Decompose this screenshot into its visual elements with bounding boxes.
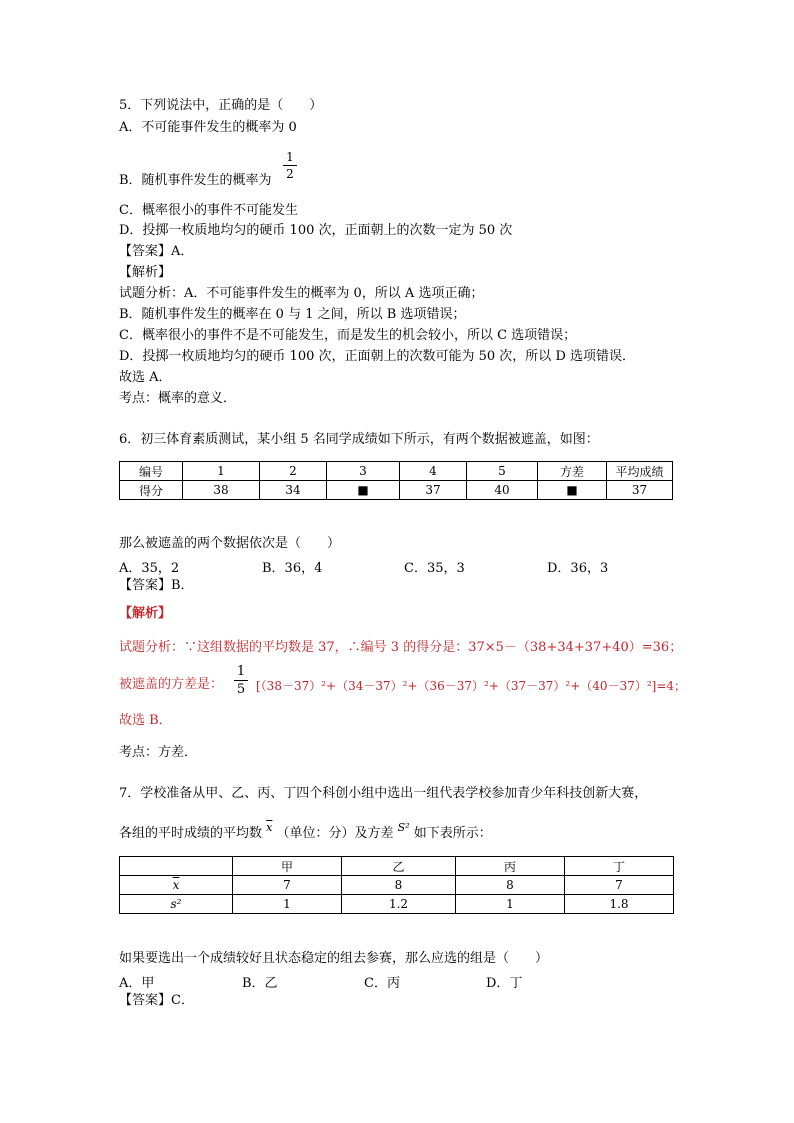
q7-header-cell: 乙 — [342, 857, 456, 876]
q7-variance-cell: 1 — [233, 895, 342, 914]
q6-score-cell: 37 — [400, 481, 467, 500]
q6-answer: 【答案】B． — [119, 578, 194, 593]
q7-header-cell: 丙 — [456, 857, 565, 876]
q7-table-header-row — [120, 857, 674, 876]
q6-score-cell: 40 — [467, 481, 538, 500]
q5-fraction — [283, 150, 297, 181]
q6-score-cell: ■ — [327, 481, 400, 500]
q5-analysis-line-1: 试题分析：A．不可能事件发生的概率为 0，所以 A 选项正确； — [119, 286, 484, 301]
q6-header-cell: 编号 — [120, 462, 183, 481]
q5-fraction-numerator: 1 — [286, 150, 294, 164]
q5-stem: 5．下列说法中，正确的是（ ） — [119, 98, 323, 113]
q5-answer: 【答案】A． — [119, 244, 194, 259]
q5-analysis-line-2: B．随机事件发生的概率在 0 与 1 之间，所以 B 选项错误； — [119, 307, 466, 322]
q6-score-cell: 38 — [183, 481, 260, 500]
q6-fraction-bar — [234, 680, 248, 681]
q6-analysis-title: 【解析】 — [119, 606, 172, 621]
q6-point: 考点：方差． — [119, 745, 198, 760]
q6-header-cell: 2 — [260, 462, 327, 481]
q5-option-a: A．不可能事件发生的概率为 0 — [119, 120, 297, 135]
q6-fraction-numerator: 1 — [236, 664, 246, 679]
q6-score-cell: ■ — [538, 481, 607, 500]
q6-option-a: A．35，2 — [119, 561, 180, 576]
q7-variance-cell: 1 — [456, 895, 565, 914]
q5-choice: 故选 A． — [119, 370, 172, 385]
q7-stem-line-1: 7．学校准备从甲、乙、丙、丁四个科创小组中选出一组代表学校参加青少年科技创新大赛， — [119, 786, 648, 801]
q7-mean-cell: 8 — [456, 876, 565, 895]
q7-stem-part-3: 如下表所示： — [413, 826, 492, 841]
q6-table-score-row — [120, 481, 673, 500]
q6-score-cell: 37 — [607, 481, 673, 500]
q6-fraction — [234, 664, 248, 697]
q6-option-b: B．36，4 — [262, 561, 323, 576]
q5-fraction-denominator: 2 — [286, 167, 294, 181]
q7-table-mean-row — [120, 876, 674, 895]
q6-header-cell: 方差 — [538, 462, 607, 481]
q6-header-cell: 1 — [183, 462, 260, 481]
q7-option-d: D．丁 — [486, 976, 523, 991]
q6-analysis-line-1: 试题分析：∵这组数据的平均数是 37，∴编号 3 的得分是：37×5－（38+34+37+40）=36； — [119, 640, 683, 655]
q6-stem: 6．初三体育素质测试，某小组 5 名同学成绩如下所示，有两个数据被遮盖，如图： — [119, 432, 599, 447]
q7-mean-cell: 7 — [565, 876, 674, 895]
q5-analysis-line-4: D．投掷一枚质地均匀的硬币 100 次，正面朝上的次数可能为 50 次，所以 D 选项错误． — [119, 349, 635, 364]
q6-header-cell: 平均成绩 — [607, 462, 673, 481]
q7-variance-label: s² — [120, 895, 233, 914]
q7-option-a: A．甲 — [119, 976, 155, 991]
q6-header-cell: 5 — [467, 462, 538, 481]
q6-fraction-denominator: 5 — [236, 682, 246, 697]
q5-option-c: C．概率很小的事件不可能发生 — [119, 203, 298, 218]
q7-mean-cell: 8 — [342, 876, 456, 895]
q7-mean-label: $\overline{x}$ — [120, 876, 233, 895]
q6-question: 那么被遮盖的两个数据依次是（ ） — [119, 536, 341, 551]
q7-stem-part-2: （单位：分）及方差 — [276, 826, 394, 841]
q7-variance-cell: 1.8 — [565, 895, 674, 914]
q7-score-table — [119, 856, 674, 914]
q7-stem-line-2 — [119, 820, 492, 842]
q6-analysis-line-2-prefix: 被遮盖的方差是： — [119, 677, 224, 692]
q7-question: 如果要选出一个成绩较好且状态稳定的组去参赛，那么应选的组是（ ） — [119, 951, 549, 966]
q7-mean-cell: 7 — [233, 876, 342, 895]
q7-option-b: B．乙 — [242, 976, 278, 991]
q5-point: 考点：概率的意义． — [119, 391, 237, 406]
q6-option-d: D．36，3 — [547, 561, 609, 576]
q7-variance-cell: 1.2 — [342, 895, 456, 914]
q5-fraction-bar — [283, 165, 297, 166]
q5-option-b: B．随机事件发生的概率为 — [119, 173, 272, 188]
q7-stem-part-1: 各组的平时成绩的平均数 — [119, 826, 263, 841]
q7-variance-symbol: S² — [397, 821, 410, 834]
q5-analysis-line-3: C．概率很小的事件不是不可能发生，而是发生的机会较小，所以 C 选项错误； — [119, 328, 577, 343]
q7-mean-symbol: x — [266, 821, 273, 834]
q7-table-variance-row — [120, 895, 674, 914]
q6-score-cell: 34 — [260, 481, 327, 500]
q6-table-header-row — [120, 462, 673, 481]
q6-header-cell: 3 — [327, 462, 400, 481]
q6-analysis-line-2-expr: [（38－37）²+（34－37）²+（36－37）²+（37－37）²+（40－37）²]=4； — [256, 679, 687, 693]
q6-option-c: C．35，3 — [404, 561, 465, 576]
q6-score-cell: 得分 — [120, 481, 183, 500]
q6-score-table — [119, 461, 673, 500]
q6-header-cell: 4 — [400, 462, 467, 481]
q6-choice: 故选 B． — [119, 713, 172, 728]
q7-answer: 【答案】C． — [119, 993, 194, 1008]
q7-header-cell: 甲 — [233, 857, 342, 876]
q7-header-cell — [120, 857, 233, 876]
q7-option-c: C．丙 — [364, 976, 400, 991]
q7-header-cell: 丁 — [565, 857, 674, 876]
q5-analysis-title: 【解析】 — [119, 265, 172, 280]
q5-option-d: D．投掷一枚质地均匀的硬币 100 次，正面朝上的次数一定为 50 次 — [119, 223, 513, 238]
